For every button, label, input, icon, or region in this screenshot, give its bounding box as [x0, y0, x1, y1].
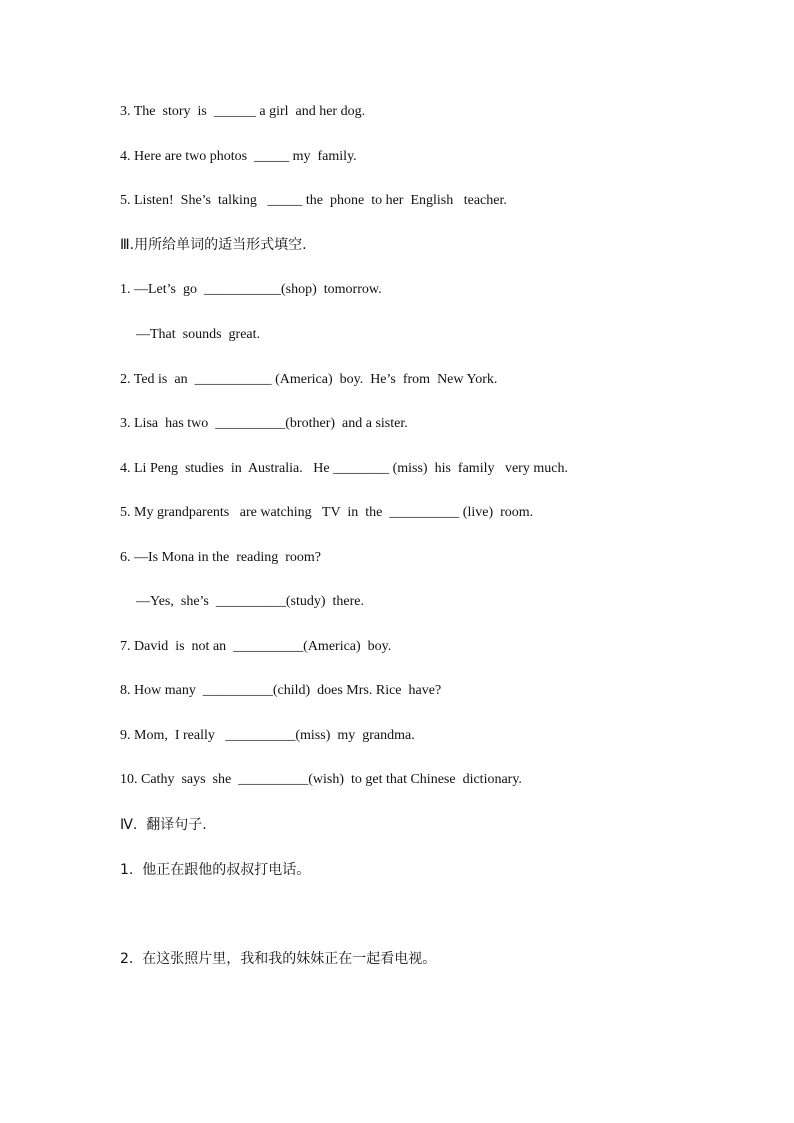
word-form-question-6-reply: —Yes, she’s __________(study) there.	[136, 594, 365, 609]
word-form-question-5: 5. My grandparents are watching TV in the __________ (live) room.	[120, 505, 534, 520]
translation-question-2: 2. 在这张照片里，我和我的妹妹正在一起看电视。	[120, 951, 437, 967]
word-form-question-3: 3. Lisa has two __________(brother) and a sister.	[120, 416, 408, 431]
word-form-question-1-reply: —That sounds great.	[136, 327, 261, 342]
word-form-question-9: 9. Mom, I really __________(miss) my grandma.	[120, 728, 415, 743]
word-form-question-8: 8. How many __________(child) does Mrs. Rice have?	[120, 683, 442, 698]
question-4-prepositions: 4. Here are two photos _____ my family.	[120, 149, 357, 164]
word-form-question-6: 6. —Is Mona in the reading room?	[120, 550, 322, 565]
word-form-question-4: 4. Li Peng studies in Australia. He ________ (miss) his family very much.	[120, 461, 568, 476]
translation-question-1: 1. 他正在跟他的叔叔打电话。	[120, 862, 311, 878]
word-form-question-1: 1. —Let’s go ___________(shop) tomorrow.	[120, 282, 382, 297]
section-iv-heading: Ⅳ. 翻译句子.	[120, 817, 207, 833]
word-form-question-2: 2. Ted is an ___________ (America) boy. He’s from New York.	[120, 372, 498, 387]
section-iii-heading: Ⅲ.用所给单词的适当形式填空.	[120, 237, 307, 253]
word-form-question-7: 7. David is not an __________(America) boy.	[120, 639, 392, 654]
question-3-prepositions: 3. The story is ______ a girl and her dog.	[120, 104, 366, 119]
word-form-question-10: 10. Cathy says she __________(wish) to get that Chinese dictionary.	[120, 772, 522, 787]
question-5-prepositions: 5. Listen! She’s talking _____ the phone to her English teacher.	[120, 193, 507, 208]
